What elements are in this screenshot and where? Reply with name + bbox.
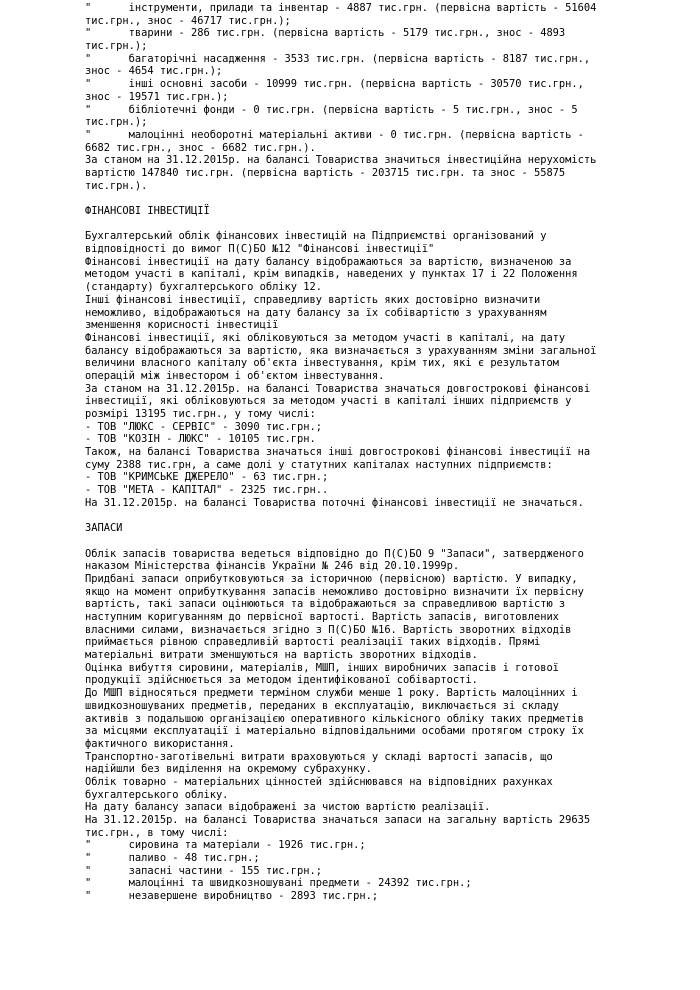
text-line: наступним коригуванням до первісної вартості. Вартість запасів, виготовлених <box>85 611 559 623</box>
text-line: неможливо, відображаються на дату балансу за їх собівартістю з урахуванням <box>85 306 547 319</box>
text-line: матеріальні витрати зменшуються на вартість зворотних відходів. <box>85 649 478 662</box>
text-line: " сировина та матеріали - 1926 тис.грн.; <box>85 839 366 852</box>
text-line: Придбані запаси оприбутковуються за історичною (первісною) вартістю. У випадку, <box>85 572 578 585</box>
text-line: розмірі 13195 тис.грн., у тому числі: <box>85 408 316 420</box>
text-line: відповідності до вимог П(С)БО №12 "Фінансові інвестиції" <box>85 243 435 256</box>
text-line: тис.грн.). <box>85 179 148 192</box>
text-line: якщо на момент оприбуткування запасів неможливо достовірно визначити їх первісну <box>85 585 584 598</box>
text-line: До МШП відносяться предмети терміном служби менше 1 року. Вартість малоцінних і <box>85 687 578 700</box>
text-line: (стандарту) бухгалтерського обліку 12. <box>85 281 322 294</box>
text-line: " паливо - 48 тис.грн.; <box>85 852 260 865</box>
text-line: - ТОВ "ЛЮКС - СЕРВІС" - 3090 тис.грн.; <box>85 420 322 433</box>
text-line: - ТОВ "МЕТА - КАПІТАЛ" - 2325 тис.грн.. <box>85 484 329 497</box>
text-line: Бухгалтерський облік фінансових інвестицій на Підприємстві організований у <box>85 230 547 243</box>
text-line: " незавершене виробництво - 2893 тис.грн.; <box>85 890 379 903</box>
text-line: бухгалтерського обліку. <box>85 788 229 801</box>
text-line: На 31.12.2015р. на балансі Товариства поточні фінансові інвестиції не значаться. <box>85 496 584 509</box>
text-line: Фінансові інвестиції, які обліковуються за методом участі в капіталі, на дату <box>85 331 566 344</box>
text-line: за місцями експлуатації і матеріально відповідальними особами протягом строку їх <box>85 725 584 738</box>
text-line: " тварини - 286 тис.грн. (первісна вартість - 5179 тис.грн., знос - 4893 <box>85 27 566 40</box>
text-line: балансу відображаються за вартістю, яка визначається з урахуванням зміни загальної <box>85 344 597 357</box>
text-line: швидкозношуваних предметів, переданих в експлуатацію, виключається зі складу <box>85 699 559 712</box>
text-line: За станом на 31.12.2015р. на балансі Товариства значаться довгострокові фінансові <box>85 382 591 395</box>
text-line: 6682 тис.грн., знос - 6682 тис.грн.). <box>85 141 316 154</box>
spacer <box>85 535 690 548</box>
financial-investments-section <box>85 230 690 509</box>
text-line: фактичного використання. <box>85 737 235 750</box>
text-line: операцій між інвестором і об'єктом інвестування. <box>85 369 385 382</box>
spacer <box>85 510 690 523</box>
text-line: надійшли без виділення на окремому субрахунку. <box>85 763 372 776</box>
text-line: На дату балансу запаси відображені за чистою вартістю реалізації. <box>85 801 491 814</box>
text-line: " запасні частини - 155 тис.грн.; <box>85 864 322 877</box>
text-line: величини власного капіталу об'єкта інвестування, крім тих, які є результатом <box>85 357 559 370</box>
text-line: тис.грн.); <box>85 40 148 53</box>
text-line: " бібліотечні фонди - 0 тис.грн. (первісна вартість - 5 тис.грн., знос - 5 <box>85 103 578 116</box>
text-line: тис.грн., в тому числі: <box>85 826 229 839</box>
text-line: вартість, такі запаси оцінюються та відображаються за справедливою вартістю з <box>85 598 566 611</box>
text-line: тис.грн., знос - 46717 тис.грн.); <box>85 14 291 27</box>
text-line: " інструменти, прилади та інвентар - 4887 тис.грн. (первісна вартість - 51604 <box>85 2 597 14</box>
text-line: " малоцінні та швидкозношувані предмети - 24392 тис.грн.; <box>85 877 472 890</box>
text-line: Фінансові інвестиції на дату балансу відображаються за вартістю, визначеною за <box>85 255 572 268</box>
text-line: Транспортно-заготівельні витрати враховуються у складі вартості запасів, що <box>85 750 553 763</box>
text-line: Облік товарно - матеріальних цінностей здійснювався на відповідних рахунках <box>85 775 553 788</box>
text-line: знос - 19571 тис.грн.); <box>85 90 229 103</box>
spacer <box>85 192 690 205</box>
inventories-section <box>85 548 690 903</box>
section-heading-inventories: ЗАПАСИ <box>85 522 123 535</box>
text-line: Інші фінансові інвестиції, справедливу вартість яких достовірно визначити <box>85 293 541 306</box>
text-line: " малоцінні необоротні матеріальні активи - 0 тис.грн. (первісна вартість - <box>85 128 584 141</box>
text-line: Також, на балансі Товариства значаться інші довгострокові фінансові інвестиції на <box>85 446 591 459</box>
fixed-assets-section <box>85 2 690 192</box>
text-line: продукції здійснюється за методом ідентифікованої собівартості. <box>85 674 478 687</box>
text-line: зменшення корисності інвестиції <box>85 319 279 332</box>
text-line: Облік запасів товариства ведеться відповідно до П(С)БО 9 "Запаси", затвердженого <box>85 547 584 560</box>
text-line: активів з подальшою організацією оперативного кількісного обліку таких предметів <box>85 712 584 725</box>
text-line: суму 2388 тис.грн, а саме долі у статутних капіталах наступних підприємств: <box>85 458 553 471</box>
text-line: методом участі в капіталі, крім випадків, наведених у пунктах 17 і 22 Положення <box>85 268 578 281</box>
text-line: - ТОВ "КРИМСЬКЕ ДЖЕРЕЛО" - 63 тис.грн.; <box>85 471 329 484</box>
text-line: На 31.12.2015р. на балансі Товариства значаться запаси на загальну вартість 29635 <box>85 814 591 826</box>
text-line: - ТОВ "КОЗІН - ЛЮКС" - 10105 тис.грн. <box>85 433 316 446</box>
spacer <box>85 218 690 231</box>
text-line: приймається рівною справедливій вартості реалізації таких відходів. Прямі <box>85 636 541 649</box>
text-line: Оцінка вибуття сировини, матеріалів, МШП, інших виробничих запасів і готової <box>85 661 559 674</box>
section-heading-financial-investments: ФІНАНСОВІ ІНВЕСТИЦІЇ <box>85 205 210 217</box>
text-line: За станом на 31.12.2015р. на балансі Товариства значиться інвестиційна нерухомість <box>85 154 597 167</box>
text-line: інвестиції, які обліковуються за методом участі в капіталі інших підприємств у <box>85 395 572 408</box>
text-line: власними силами, визначається згідно з П(С)БО №16. Вартість зворотних відходів <box>85 623 572 636</box>
text-line: наказом Міністерства фінансів України № 246 від 20.10.1999р. <box>85 560 460 573</box>
text-line: вартістю 147840 тис.грн. (первісна вартість - 203715 тис.грн. та знос - 55875 <box>85 166 566 179</box>
text-line: " багаторічні насадження - 3533 тис.грн. (первісна вартість - 8187 тис.грн., <box>85 52 591 65</box>
text-line: тис.грн.); <box>85 116 148 129</box>
text-line: " інші основні засоби - 10999 тис.грн. (первісна вартість - 30570 тис.грн., <box>85 78 584 91</box>
text-line: знос - 4654 тис.грн.); <box>85 65 223 78</box>
